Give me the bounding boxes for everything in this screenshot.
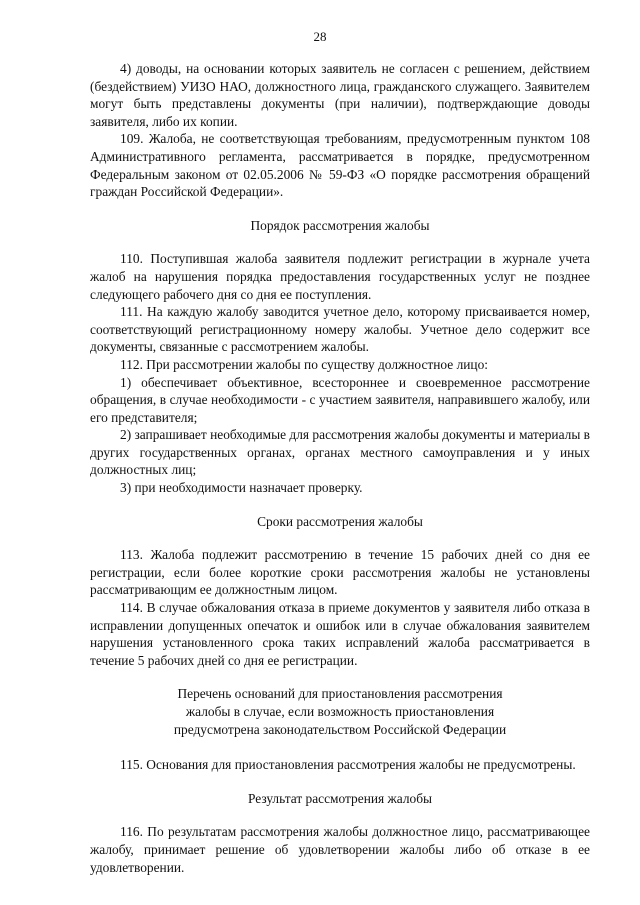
suspension-heading-line-3: предусмотрена законодательством Российской Федерации [173,721,507,737]
paragraph-111: 111. На каждую жалобу заводится учетное дело, которому присваивается номер, соответствующий регистрационному номеру жалобы. Учетное дело содержит все документы, связанные с рассмотрением жалобы. [90,304,590,355]
paragraph-112: 112. При рассмотрении жалобы по существу должностное лицо: [120,356,488,372]
paragraph-112-item-1: 1) обеспечивает объективное, всестороннее и своевременное рассмотрение обращения, в случае необходимости - с участием заявителя, направившего жалобу, или его представителя; [90,374,590,425]
paragraph-116: 116. По результатам рассмотрения жалобы должностное лицо, рассматривающее жалобу, принимает решение об удовлетворении жалобы либо об отказе в ее удовлетворении. [90,824,590,875]
paragraph-113: 113. Жалоба подлежит рассмотрению в течение 15 рабочих дней со дня ее регистрации, если более короткие сроки рассмотрения жалобы не установлены рассматривающим ее должностным лицом. [90,547,590,598]
section-heading-order: Порядок рассмотрения жалобы [250,217,430,233]
document-body [90,60,590,876]
paragraph-114: 114. В случае обжалования отказа в приеме документов у заявителя либо отказа в исправлении допущенных опечаток и ошибок или в случае обжалования заявителем нарушения установленного срока таких исправлений жалоба рассматривается в течение 5 рабочих дней со дня ее регистрации. [90,600,590,668]
paragraph-110: 110. Поступившая жалоба заявителя подлежит регистрации в журнале учета жалоб на нарушения порядка предоставления государственных услуг не позднее следующего рабочего дня со дня ее поступления. [90,251,590,302]
paragraph-112-item-3: 3) при необходимости назначает проверку. [120,480,363,496]
section-heading-terms: Сроки рассмотрения жалобы [257,513,423,529]
section-heading-suspension [90,685,590,738]
suspension-heading-line-2: жалобы в случае, если возможность приостановления [185,704,495,719]
paragraph-115: 115. Основания для приостановления рассмотрения жалобы не предусмотрены. [120,757,576,773]
section-heading-result: Результат рассмотрения жалобы [247,790,433,806]
paragraph-109: 109. Жалоба, не соответствующая требованиям, предусмотренным пунктом 108 Административного регламента, рассматривается в порядке, предусмотренном Федеральным законом от 02.05.2006 № 59-ФЗ «О порядке рассмотрения обращений граждан Российской Федерации». [90,131,590,200]
suspension-heading-line-1: Перечень оснований для приостановления рассмотрения [177,686,503,702]
paragraph-4: 4) доводы, на основании которых заявитель не согласен с решением, действием (бездействием) УИЗО НАО, должностного лица, гражданского служащего. Заявителем могут быть представлены документы (при наличии), подтверждающие доводы заявителя, либо их копии. [90,61,590,129]
paragraph-112-item-2: 2) запрашивает необходимые для рассмотрения жалобы документы и материалы в других государственных органах, органах местного самоуправления и у иных должностных лиц; [90,427,590,478]
page-number: 28 [313,29,327,44]
